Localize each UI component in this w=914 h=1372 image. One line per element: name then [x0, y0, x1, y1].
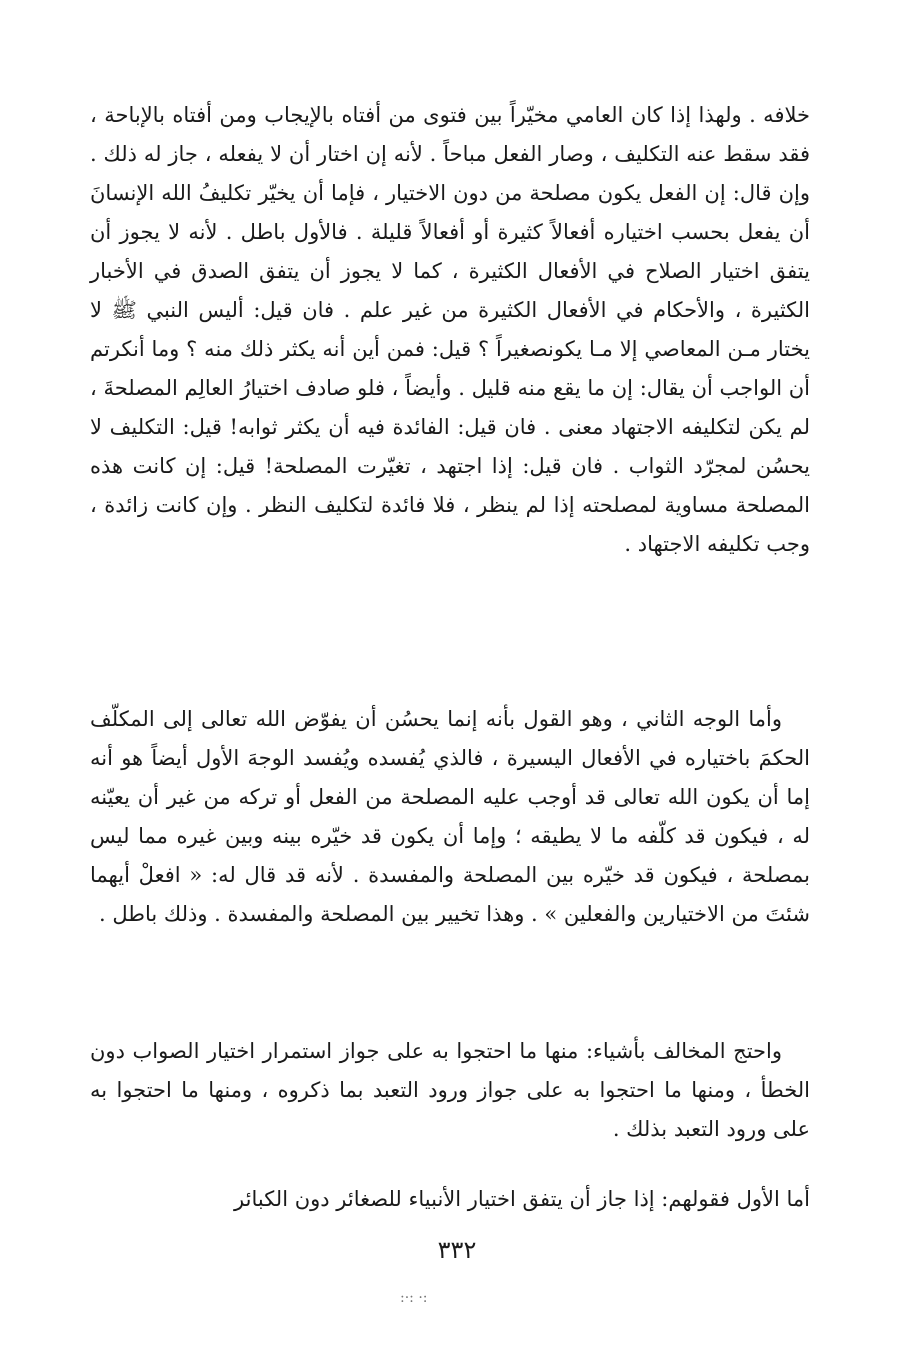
scan-specks: :·: ·:: [400, 1290, 428, 1306]
body-text: [90, 96, 810, 564]
paragraph: وأما الوجه الثاني ، وهو القول بأنه إنما يحسُن أن يفوّض الله تعالى إلى المكلّف الحكمَ باختياره في الأفعال اليسيرة ، فالذي يُفسده ويُفسد الوجهَ الأول أيضاً هو أنه إما أن يكون الله تعالى قد أوجب عليه المصلحة من الفعل أو تركه من غير أن يعيّنه له ، فيكون قد كلّفه ما لا يطيقه ؛ وإما أن يكون قد خيّره بينه وبين غيره مما ليس بمصلحة ، فيكون قد خيّره بين المصلحة والمفسدة . لأنه قد قال له: « افعلْ أيهما شئتَ من الاختيارين والفعلين » . وهذا تخيير بين المصلحة والمفسدة . وذلك باطل .: [90, 707, 810, 926]
paragraph: واحتج المخالف بأشياء: منها ما احتجوا به على جواز استمرار اختيار الصواب دون الخطأ ، ومنها ما احتجوا به على جواز ورود التعبد بما ذكروه ، ومنها ما احتجوا به على ورود التعبد بذلك .: [90, 1039, 810, 1141]
body-text: [90, 1180, 810, 1219]
body-text: [90, 700, 810, 934]
paragraph: أما الأول فقولهم: إذا جاز أن يتفق اختيار الأنبياء للصغائر دون الكبائر: [234, 1187, 810, 1211]
paragraph: خلافه . ولهذا إذا كان العامي مخيّراً بين فتوى من أفتاه بالإيجاب ومن أفتاه بالإباحة ، فقد سقط عنه التكليف ، وصار الفعل مباحاً . لأنه إن اختار أن لا يفعله ، جاز له ذلك . وإن قال: إن الفعل يكون مصلحة من دون الاختيار ، فإما أن يخيّر تكليفُ الله الإنسانَ أن يفعل بحسب اختياره أفعالاً كثيرة أو أفعالاً قليلة . فالأول باطل . لأنه لا يجوز أن يتفق اختيار الصلاح في الأفعال الكثيرة ، كما لا يجوز أن يتفق الصدق في الأخبار الكثيرة ، والأحكام في الأفعال الكثيرة من غير علم . فان قيل: أليس النبي ﷺ لا يختار مـن المعاصي إلا مـا يكونصغيراً ؟ قيل: فمن أين أنه يكثر ذلك منه ؟ وما أنكرتم أن الواجب أن يقال: إن ما يقع منه قليل . وأيضاً ، فلو صادف اختيارُ العالِم المصلحةَ ، لم يكن لتكليفه الاجتهاد معنى . فان قيل: الفائدة فيه أن يكثر ثوابه! قيل: التكليف لا يحسُن لمجرّد الثواب . فان قيل: إذا اجتهد ، تغيّرت المصلحة! قيل: إن كانت هذه المصلحة مساوية لمصلحته إذا لم ينظر ، فلا فائدة لتكليف النظر . وإن كانت زائدة ، وجب تكليفه الاجتهاد .: [90, 103, 810, 556]
page-number: ٣٣٢: [437, 1236, 477, 1264]
body-text: [90, 1032, 810, 1149]
